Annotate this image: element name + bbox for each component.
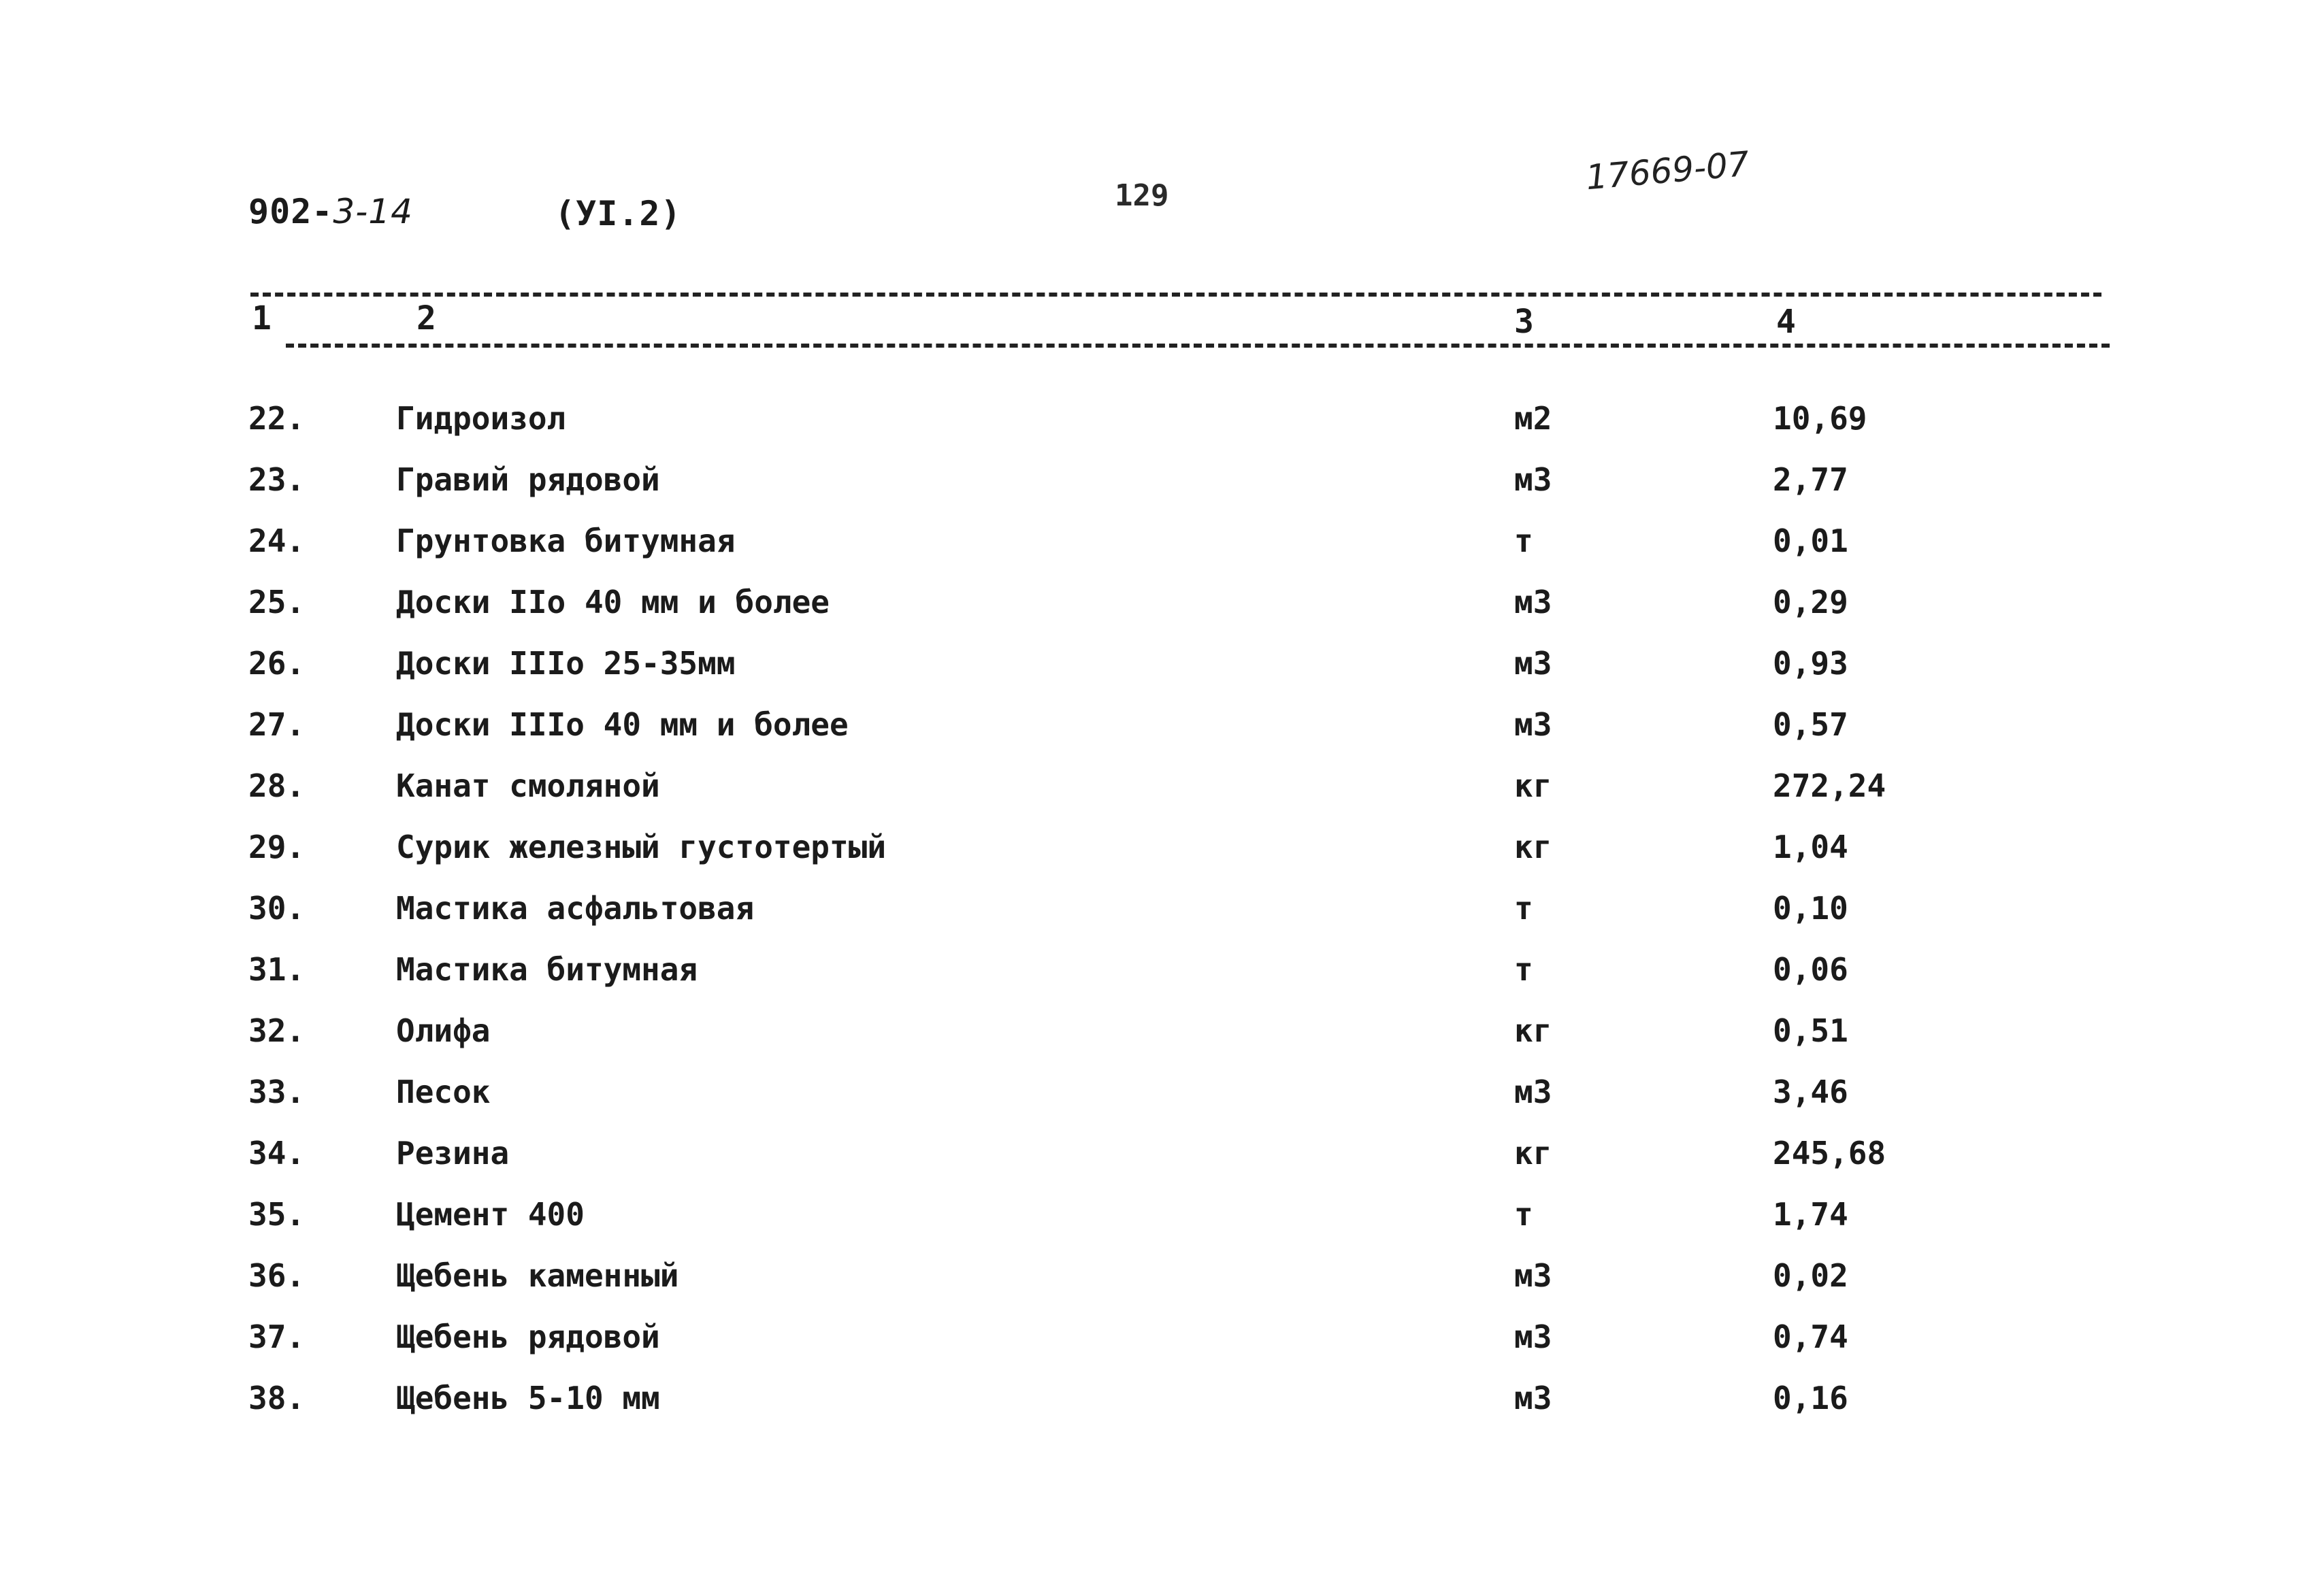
unit: т: [1514, 890, 1533, 927]
table-header-rule: [286, 344, 2110, 348]
material-name: Мастика асфальтовая: [396, 890, 755, 927]
quantity: 0,02: [1773, 1257, 1848, 1294]
table-row: [0, 890, 2324, 951]
column-header-3: 3: [1514, 303, 1534, 341]
unit: м3: [1514, 1257, 1552, 1294]
unit: кг: [1514, 1012, 1552, 1049]
quantity: 272,24: [1773, 767, 1886, 804]
table-row: [0, 1318, 2324, 1380]
quantity: 1,74: [1773, 1196, 1848, 1233]
quantity: 245,68: [1773, 1135, 1886, 1172]
material-name: Песок: [396, 1074, 491, 1110]
material-name: Резина: [396, 1135, 510, 1172]
unit: м3: [1514, 645, 1552, 682]
unit: т: [1514, 1196, 1533, 1233]
material-name: Гравий рядовой: [396, 461, 660, 498]
unit: м3: [1514, 584, 1552, 620]
quantity: 0,16: [1773, 1380, 1848, 1416]
unit: м3: [1514, 706, 1552, 743]
table-row: [0, 645, 2324, 706]
document-code: [248, 192, 413, 231]
quantity: 0,51: [1773, 1012, 1848, 1049]
table-row: [0, 951, 2324, 1012]
document-code-printed: 902-: [248, 192, 333, 231]
material-name: Щебень 5-10 мм: [396, 1380, 660, 1416]
table-top-rule: [250, 293, 2101, 297]
row-number: 37.: [248, 1318, 306, 1355]
row-number: 31.: [248, 951, 306, 988]
table-row: [0, 706, 2324, 767]
table-row: [0, 1012, 2324, 1074]
unit: м2: [1514, 400, 1552, 437]
quantity: 0,57: [1773, 706, 1848, 743]
unit: м3: [1514, 1380, 1552, 1416]
row-number: 27.: [248, 706, 306, 743]
table-row: [0, 829, 2324, 890]
row-number: 36.: [248, 1257, 306, 1294]
row-number: 24.: [248, 522, 306, 559]
quantity: 0,01: [1773, 522, 1848, 559]
inventory-number: 17669-07: [1584, 144, 1751, 198]
material-name: Доски IIIо 25-35мм: [396, 645, 736, 682]
table-row: [0, 461, 2324, 522]
unit: т: [1514, 522, 1533, 559]
material-name: Доски IIо 40 мм и более: [396, 584, 830, 620]
quantity: 3,46: [1773, 1074, 1848, 1110]
material-name: Грунтовка битумная: [396, 522, 736, 559]
row-number: 34.: [248, 1135, 306, 1172]
document-code-handwritten: 3-14: [333, 192, 413, 231]
column-header-2: 2: [416, 299, 436, 337]
row-number: 30.: [248, 890, 306, 927]
quantity: 0,06: [1773, 951, 1848, 988]
row-number: 35.: [248, 1196, 306, 1233]
quantity: 1,04: [1773, 829, 1848, 865]
unit: м3: [1514, 461, 1552, 498]
material-name: Мастика битумная: [396, 951, 698, 988]
unit: кг: [1514, 1135, 1552, 1172]
row-number: 25.: [248, 584, 306, 620]
row-number: 33.: [248, 1074, 306, 1110]
unit: м3: [1514, 1318, 1552, 1355]
table-row: [0, 522, 2324, 584]
material-name: Сурик железный густотертый: [396, 829, 887, 865]
table-row: [0, 1074, 2324, 1135]
quantity: 10,69: [1773, 400, 1867, 437]
row-number: 26.: [248, 645, 306, 682]
material-name: Цемент 400: [396, 1196, 585, 1233]
quantity: 0,74: [1773, 1318, 1848, 1355]
table-row: [0, 767, 2324, 829]
unit: т: [1514, 951, 1533, 988]
quantity: 0,29: [1773, 584, 1848, 620]
row-number: 22.: [248, 400, 306, 437]
table-row: [0, 1135, 2324, 1196]
row-number: 29.: [248, 829, 306, 865]
row-number: 23.: [248, 461, 306, 498]
unit: кг: [1514, 829, 1552, 865]
quantity: 2,77: [1773, 461, 1848, 498]
quantity: 0,10: [1773, 890, 1848, 927]
table-row: [0, 584, 2324, 645]
unit: м3: [1514, 1074, 1552, 1110]
column-header-4: 4: [1776, 303, 1796, 341]
quantity: 0,93: [1773, 645, 1848, 682]
row-number: 28.: [248, 767, 306, 804]
unit: кг: [1514, 767, 1552, 804]
row-number: 32.: [248, 1012, 306, 1049]
material-name: Щебень каменный: [396, 1257, 679, 1294]
table-row: [0, 400, 2324, 461]
row-number: 38.: [248, 1380, 306, 1416]
table-row: [0, 1257, 2324, 1318]
table-row: [0, 1196, 2324, 1257]
column-header-1: 1: [252, 299, 272, 337]
material-name: Гидроизол: [396, 400, 566, 437]
material-name: Канат смоляной: [396, 767, 660, 804]
material-name: Доски IIIо 40 мм и более: [396, 706, 849, 743]
table-row: [0, 1380, 2324, 1441]
material-name: Щебень рядовой: [396, 1318, 660, 1355]
material-name: Олифа: [396, 1012, 491, 1049]
section-number: (УI.2): [555, 194, 682, 233]
page-stamp: 129: [1115, 178, 1169, 213]
